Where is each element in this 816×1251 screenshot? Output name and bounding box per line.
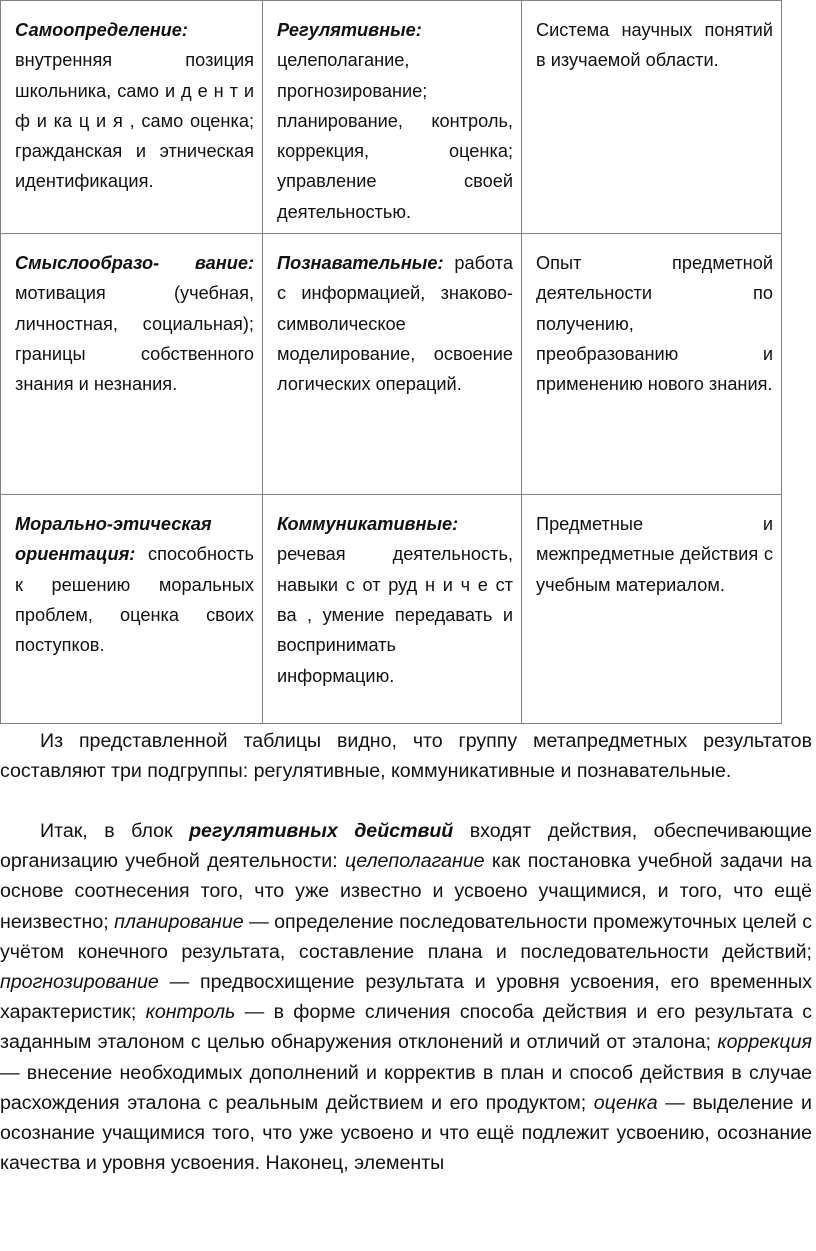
table-cell-subject bbox=[522, 495, 782, 724]
cell-title: Коммуникативные: bbox=[277, 514, 459, 535]
cell-text: работа с информацией, знаково- символическое моделирование, освоение логических операций. bbox=[277, 253, 513, 395]
table-cell-meta bbox=[263, 495, 522, 724]
cell-text: Система научных понятий в изучаемой области. bbox=[536, 20, 773, 71]
cell-text: способность к решению моральных проблем, оценка своих поступков. bbox=[15, 544, 254, 656]
cell-text: Опыт предметной деятельности по получению, преобразованию и применению нового знания. bbox=[536, 253, 773, 395]
table-row bbox=[1, 1, 782, 234]
cell-text: Предметные и межпредметные действия с учебным материалом. bbox=[536, 514, 773, 595]
table-cell-personal bbox=[1, 495, 263, 724]
paragraph-text: — определение последовательности промежуточных целей с учётом конечного результата, составление плана и последовательности действий; bbox=[0, 910, 812, 963]
term-control: контроль bbox=[145, 1001, 236, 1024]
table-cell-subject bbox=[522, 234, 782, 495]
table-cell-personal bbox=[1, 1, 263, 234]
table-cell-meta bbox=[263, 1, 522, 234]
cell-title: Морально-этическая ориентация: bbox=[15, 514, 212, 565]
table-cell-meta bbox=[263, 234, 522, 495]
cell-text: внутренняя позиция школьника, само и д е н т и ф и ка ц и я , само оценка; гражданская и этническая идентификация. bbox=[15, 50, 254, 192]
cell-title: Познавательные: bbox=[277, 253, 444, 274]
paragraph-text: — внесение необходимых дополнений и корректив в план и способ действия в случае расхождения эталона с реальным действием и его продуктом; bbox=[0, 1061, 812, 1114]
cell-title: Регулятивные: bbox=[277, 20, 422, 40]
cell-text: речевая деятельность, навыки с от руд н и ч е ст ва , умение передавать и воспринимать информацию. bbox=[277, 544, 513, 686]
cell-text: целеполагание, прогнозирование; планирование, контроль, коррекция, оценка; управление своей деятельностью. bbox=[277, 50, 513, 222]
table-row bbox=[1, 495, 782, 724]
paragraph-text: как постановка учебной задачи на основе соотнесения того, что уже известно и усвоено учащимися, и того, что ещё неизвестно; bbox=[0, 850, 812, 933]
paragraph-text: — выделение и осознание учащимися того, что уже усвоено и что ещё подлежит усвоению, осознание качества и уровня усвоения. Наконец, элементы bbox=[0, 1091, 812, 1175]
paragraph-regulative-actions bbox=[0, 816, 812, 1178]
table-row bbox=[1, 234, 782, 495]
cell-title: Смыслообразо- вание: bbox=[15, 253, 254, 274]
paragraph-text: Из представленной таблицы видно, что группу метапредметных результатов составляют три подгруппы: регулятивные, коммуникативные и познавательные. bbox=[0, 730, 812, 783]
term-planning: планирование bbox=[114, 910, 244, 933]
table-cell-subject bbox=[522, 1, 782, 234]
paragraph-summary bbox=[0, 726, 812, 786]
term-evaluation: оценка bbox=[593, 1091, 658, 1114]
cell-text: мотивация (учебная, личностная, социальная); границы собственного знания и незнания. bbox=[15, 283, 254, 395]
paragraph-text: Итак, в блок bbox=[40, 820, 190, 842]
paragraph-text: входят действия, обеспечивающие организацию учебной деятельности: bbox=[0, 820, 812, 873]
paragraph-text: — в форме сличения способа действия и его результата с заданным эталоном с целью обнаружения отклонений и отличий от эталона; bbox=[0, 1001, 812, 1054]
cell-title: Самоопределение: bbox=[15, 20, 188, 40]
term-forecasting: прогнозирование bbox=[0, 971, 159, 994]
term-correction: коррекция bbox=[717, 1031, 812, 1054]
table-cell-personal bbox=[1, 234, 263, 495]
term-regulative-actions: регулятивных действий bbox=[189, 820, 454, 842]
paragraph-text: — предвосхищение результата и уровня усвоения, его временных характеристик; bbox=[0, 971, 812, 1024]
term-goal-setting: целеполагание bbox=[345, 850, 485, 873]
